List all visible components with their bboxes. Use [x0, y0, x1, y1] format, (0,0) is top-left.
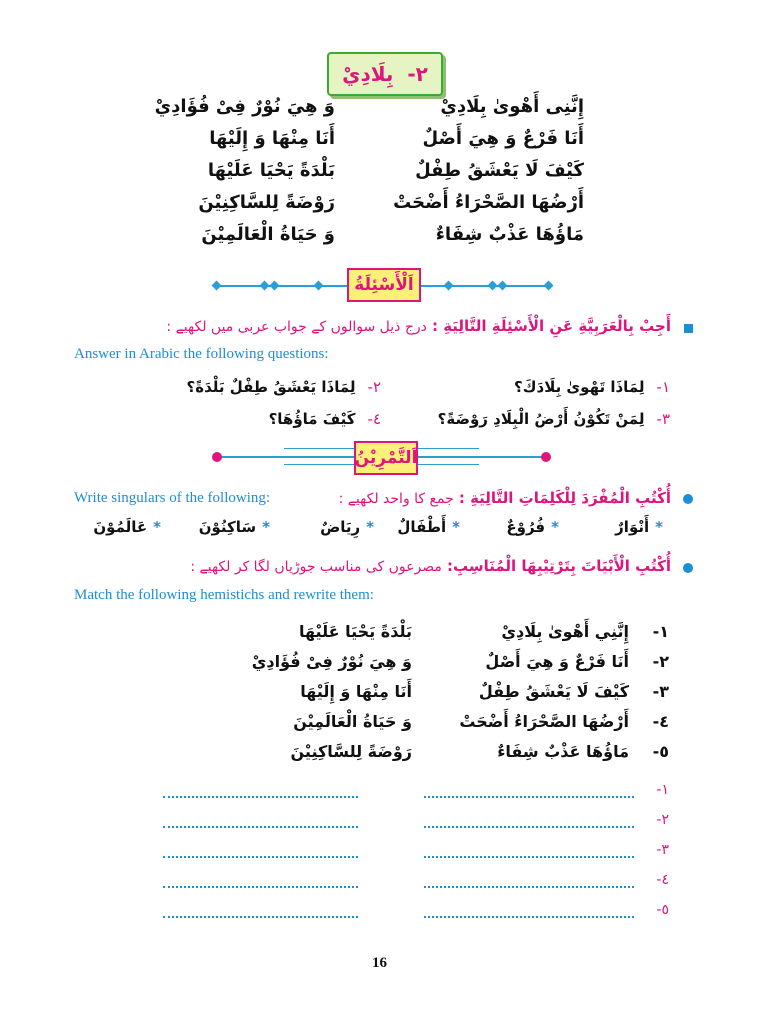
answer-line[interactable]: [424, 812, 634, 828]
round-bullet-icon: [683, 494, 693, 504]
poem-line-left: وَ حَيَاةُ الْعَالَمِيْنَ: [201, 224, 335, 245]
poem-line-right: كَيْفَ لَا يَعْشَقُ طِفْلٌ: [415, 160, 584, 181]
round-bullet-icon: [683, 563, 693, 573]
match-number: ٣-: [652, 682, 669, 701]
instruction-urdu: مصرعوں کی مناسب جوڑیاں لگا کر لکھیے :: [190, 559, 442, 575]
star-icon: *: [262, 518, 270, 536]
instruction-arabic: أُكْتُبِ الْأَبْيَاتَ بِتَرْتِيْبِهَا الْمُنَاسِبِ:: [446, 557, 671, 575]
answer-line[interactable]: [163, 872, 358, 888]
lesson-title-text: بِلَادِيْ: [342, 62, 394, 86]
match-right: أَرْضُهَا الصَّحْرَاءُ أَضْحَتْ: [459, 712, 629, 731]
questions-instruction: [111, 316, 671, 335]
answer-line[interactable]: [163, 812, 358, 828]
lesson-number: ٢-: [407, 62, 428, 86]
match-right: أَنَا فَرْعٌ وَ هِيَ أَصْلٌ: [485, 652, 629, 671]
matching-instruction: [190, 556, 671, 575]
answer-line[interactable]: [424, 872, 634, 888]
answer-line[interactable]: [424, 782, 634, 798]
diamond-icon: [544, 281, 554, 291]
diamond-icon: [270, 281, 280, 291]
poem-line-left: رَوْضَةً لِلسَّاكِنِيْنَ: [198, 192, 335, 213]
diamond-icon: [444, 281, 454, 291]
blank-number: ٤-: [656, 872, 669, 888]
star-icon: *: [153, 518, 161, 536]
star-icon: *: [655, 518, 663, 536]
questions-header: [215, 268, 550, 304]
answer-line[interactable]: [424, 842, 634, 858]
singular-word: *رِيَاضٌ: [320, 518, 374, 536]
match-right: كَيْفَ لَا يَعْشَقُ طِفْلٌ: [478, 682, 629, 701]
singular-word: *فُرُوْعٌ: [506, 518, 559, 536]
poem-line-right: إِنَّنِى أَهْوىٰ بِلَادِيْ: [440, 96, 584, 117]
diamond-icon: [498, 281, 508, 291]
blank-number: ٢-: [656, 812, 669, 828]
poem-line-left: وَ هِيَ نُوْرٌ فِىْ فُؤَادِيْ: [154, 96, 335, 117]
star-icon: *: [452, 518, 460, 536]
question-number: ٣-: [656, 410, 670, 428]
star-icon: *: [366, 518, 374, 536]
answer-line[interactable]: [424, 902, 634, 918]
square-bullet-icon: [684, 324, 693, 333]
questions-label: اَلْأَسْئِلَةُ: [347, 268, 421, 302]
exercise-label: اَلتَّمْرِيْنُ: [354, 441, 418, 475]
poem-line-left: بَلْدَةً يَحْيَا عَلَيْهَا: [207, 160, 335, 181]
blank-number: ٥-: [656, 902, 669, 918]
poem-line-left: أَنَا مِنْهَا وَ إِلَيْهَا: [209, 128, 335, 149]
question-item: [430, 378, 670, 396]
singular-word: *أَطْفَالٌ: [397, 518, 460, 536]
match-number: ٢-: [652, 652, 669, 671]
match-number: ٤-: [652, 712, 669, 731]
exercise-header: [214, 440, 549, 476]
diamond-icon: [260, 281, 270, 291]
matching-table: [0, 616, 767, 776]
diamond-icon: [314, 281, 324, 291]
blank-number: ١-: [656, 782, 669, 798]
answer-line[interactable]: [163, 842, 358, 858]
question-item: [410, 410, 670, 428]
match-left: بَلْدَةً يَحْيَا عَلَيْهَا: [298, 622, 412, 641]
question-number: ٢-: [367, 378, 381, 396]
singulars-instruction: [311, 488, 671, 507]
question-text: لِمَاذَا يَعْشَقُ طِفْلٌ بَلْدَةً؟: [186, 378, 356, 396]
singular-word: *سَاكِنُوْنَ: [198, 518, 270, 536]
singular-word: *أَنْوَارٌ: [615, 518, 663, 536]
answer-line[interactable]: [163, 782, 358, 798]
poem-line-right: مَاؤُهَا عَذْبٌ شِفَاءٌ: [435, 224, 584, 245]
question-item: [181, 410, 381, 428]
instruction-english: Write singulars of the following:: [74, 490, 271, 506]
match-left: أَنَا مِنْهَا وَ إِلَيْهَا: [300, 682, 412, 701]
instruction-english: Answer in Arabic the following questions:: [74, 346, 329, 362]
question-item: [141, 378, 381, 396]
instruction-english: Match the following hemistichs and rewrite them:: [74, 587, 374, 603]
poem-line-right: أَرْضُهَا الصَّحْرَاءُ أَضْحَتْ: [393, 192, 584, 213]
question-number: ٤-: [367, 410, 381, 428]
match-left: وَ حَيَاةُ الْعَالَمِيْنَ: [293, 712, 412, 731]
dot-icon: [541, 452, 551, 462]
instruction-arabic: أُكْتُبِ الْمُفْرَدَ لِلْكَلِمَاتِ التَّالِيَةِ :: [458, 489, 671, 507]
instruction-arabic: أَجِبْ بِالْعَرَبِيَّةِ عَنِ الْأَسْئِلَةِ التَّالِيَةِ :: [431, 317, 671, 335]
answer-blanks: [0, 780, 767, 940]
match-right: مَاؤُهَا عَذْبٌ شِفَاءٌ: [497, 742, 629, 761]
singular-word: *عَالَمُوْنَ: [93, 518, 161, 536]
poem-line-right: أَنَا فَرْعٌ وَ هِيَ أَصْلٌ: [422, 128, 584, 149]
instruction-urdu: درج ذیل سوالوں کے جواب عربی میں لکھیے :: [166, 319, 427, 335]
match-number: ١-: [652, 622, 669, 641]
diamond-icon: [212, 281, 222, 291]
question-text: لِمَاذَا تَهْوىٰ بِلَادَكَ؟: [514, 378, 645, 396]
answer-line[interactable]: [163, 902, 358, 918]
question-text: كَيْفَ مَاؤُهَا؟: [268, 410, 356, 428]
dot-icon: [212, 452, 222, 462]
diamond-icon: [488, 281, 498, 291]
lesson-title: [327, 52, 443, 96]
page-number: 16: [372, 955, 387, 971]
question-number: ١-: [656, 378, 670, 396]
match-right: إِنَّنِي أَهْوىٰ بِلَادِيْ: [501, 622, 629, 641]
blank-number: ٣-: [656, 842, 669, 858]
match-left: رَوْضَةً لِلسَّاكِنِيْنَ: [290, 742, 412, 761]
question-text: لِمَنْ تَكُوْنُ أَرْضُ الْبِلَادِ رَوْضَةً؟: [437, 410, 645, 428]
instruction-urdu: جمع کا واحد لکھیے :: [338, 491, 454, 507]
match-number: ٥-: [652, 742, 669, 761]
match-left: وَ هِيَ نُوْرٌ فِىْ فُؤَادِيْ: [251, 652, 412, 671]
star-icon: *: [551, 518, 559, 536]
